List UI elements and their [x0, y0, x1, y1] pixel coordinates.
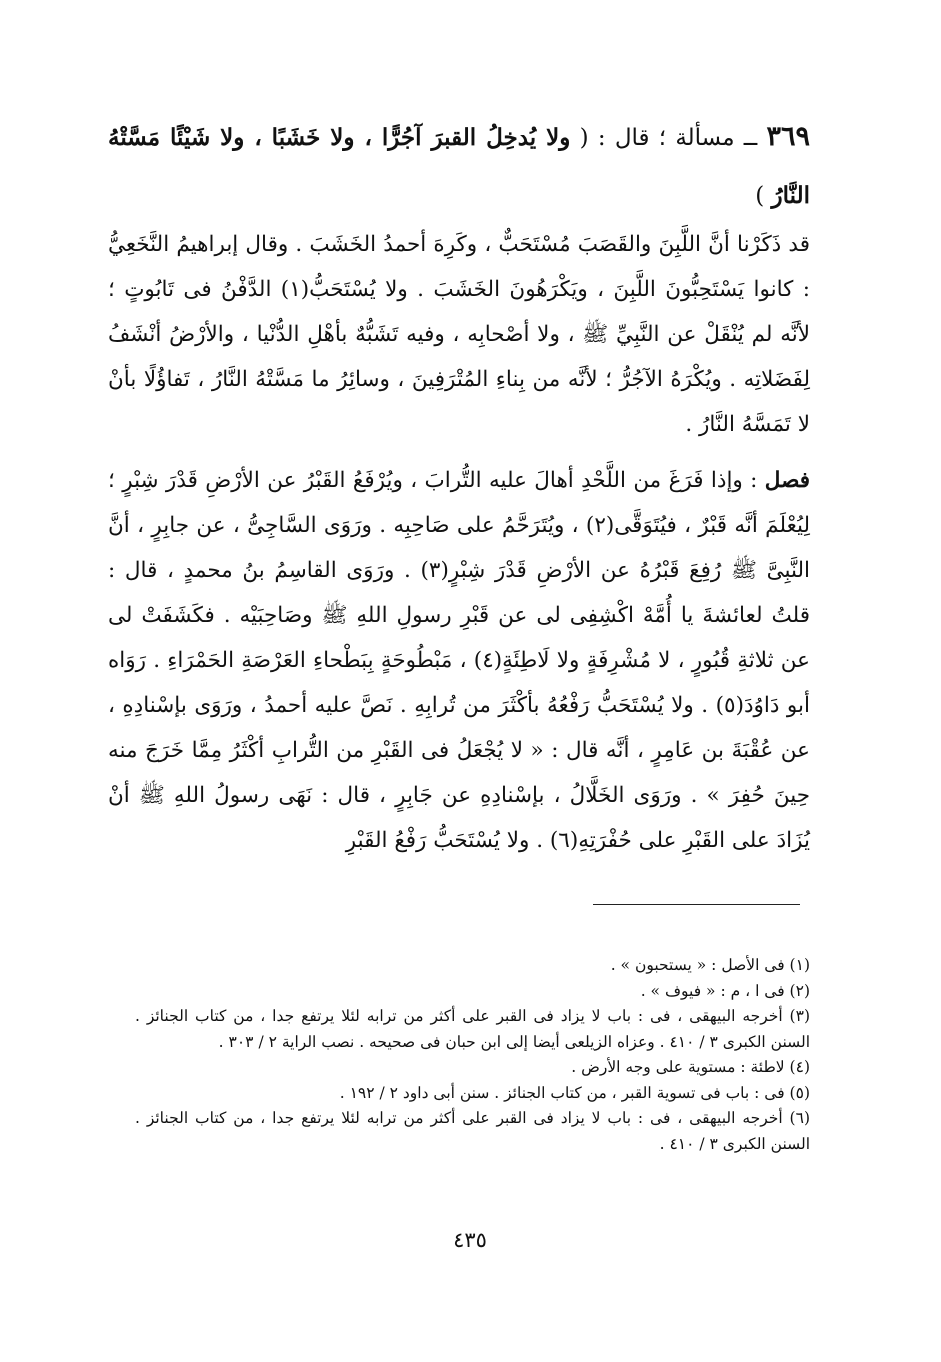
paragraph-section — [108, 458, 810, 863]
footnote-divider — [593, 904, 800, 905]
footnote-3: (٣) أخرجه البيهقى ، فى : باب لا يزاد فى القبر على أكثر من ترابه لئلا يرتفع جدا ، من كتاب الجنائز . السنن الكبرى ٣ / ٤١٠ . وعزاه الزيلعى أيضا إلى ابن حبان فى صحيحه . نصب الراية ٢ / ٣٠٣ . — [135, 1007, 810, 1051]
page-number: ٤٣٥ — [453, 1228, 487, 1252]
issue-intro: ــ مسألة ؛ قال : ( — [570, 125, 767, 151]
footnote-5: (٥) فى : باب فى تسوية القبر ، من كتاب الجنائز . سنن أبى داود ٢ / ١٩٢ . — [339, 1083, 810, 1102]
section-text: : وإذا فَرَغَ من اللَّحْدِ أهالَ عليه التُّرابَ ، ويُرْفَعُ القَبْرُ عن الأرْضِ قَدْرَ شِبْرٍ ؛ لِيُعْلَمَ أنَّه قَبْرٌ ، فيُتَوَقَّى(٢) ، ويُتَرَحَّمُ على صَاحِبِه . ورَوَى السَّاجِىُّ ، عن جابِرٍ ، أنَّ النَّبِىَّ ﷺ رُفِعَ قَبْرُهُ عن الأرْضِ قَدْرَ شِبْرٍ(٣) . ورَوَى القاسِمُ بنُ محمدٍ ، قال : قلتُ لعائشةَ يا أُمَّهْ اكْشِفِى لى عن قَبْرِ رسولِ اللهِ ﷺ وصَاحِبَيْه . فكَشَفَتْ لى عن ثلاثةِ قُبُورٍ ، لا مُشْرِفَةٍ ولا لَاطِئَةٍ(٤) ، مَبْطُوحَةٍ بِبَطْحاءِ العَرْصَةِ الحَمْرَاءِ . رَوَاه أبو دَاوُدَ(٥) . ولا يُسْتَحَبُّ رَفْعُهُ بأكْثَرَ من تُرابِهِ . نَصَّ عليه أحمدُ ، ورَوَى بإسْنادِهِ ، عن عُقْبَةَ بن عَامِرٍ ، أنَّه قال : « لا يُجْعَلُ فى القَبْرِ من التُّرابِ أكْثَرُ مِمَّا خَرَجَ منه حِينَ حُفِرَ » . ورَوَى الخَلَّالُ ، بإسْنادِهِ عن جَابِرٍ ، قال : نَهَى رسولُ اللهِ ﷺ أنْ يُزَادَ على القَبْرِ على حُفْرَتِهِ(٦) . ولا يُسْتَحَبُّ رَفْعُ القَبْرِ — [108, 468, 811, 853]
issue-quote-close: ) — [755, 183, 772, 209]
footnote-2: (٢) فى ا ، م : « فيوف » . — [640, 981, 810, 1000]
issue-number: ٣٦٩ — [766, 121, 810, 152]
section-label: فصل — [764, 468, 810, 493]
footnote-4: (٤) لاطئة : مستوية على وجه الأرض . — [571, 1058, 810, 1076]
footnotes — [135, 953, 810, 1157]
issue-quote: ولا يُدخِلُ القبرَ آجُرًّا ، ولا خَشَبًا ، ولا شَيْئًا مَسَّتْهُ النَّارُ — [108, 124, 810, 209]
issue-heading — [108, 108, 810, 225]
paragraph-first: قد ذَكَرْنا أنَّ اللَّبِنَ والقَصَبَ مُسْتَحَبٌّ ، وكَرِهَ أحمدُ الخَشَبَ . وقال إبراهيمُ النَّخَعِيُّ : كانوا يَسْتَحِبُّونَ اللَّبِنَ ، ويَكْرَهُونَ الخَشَبَ . ولا يُسْتَحَبُّ(١) الدَّفْنُ فى تَابُوتٍ ؛ لأنَّه لم يُنْقَلْ عن النَّبِيِّ ﷺ ، ولا أصْحابِه ، وفيه تَشَبُّهٌ بأهْلِ الدُّنْيا ، والأرْضُ أنْشَفُ لِفَضَلاتِه . ويُكْرَهُ الآجُرُّ ؛ لأنَّه من بِناءِ المُتْرَفِينَ ، وسائِرُ ما مَسَّتْهُ النَّارُ ، تَفاؤُلًا بأنْ لا تَمَسَّهُ النَّارُ . — [108, 232, 810, 437]
footnote-6: (٦) أخرجه البيهقى ، فى : باب لا يزاد فى القبر على أكثر من ترابه لئلا يرتفع جدا ، من كتاب الجنائز . السنن الكبرى ٣ / ٤١٠ . — [135, 1109, 810, 1153]
footnote-1: (١) فى الأصل : « يستحبون » . — [610, 956, 810, 974]
